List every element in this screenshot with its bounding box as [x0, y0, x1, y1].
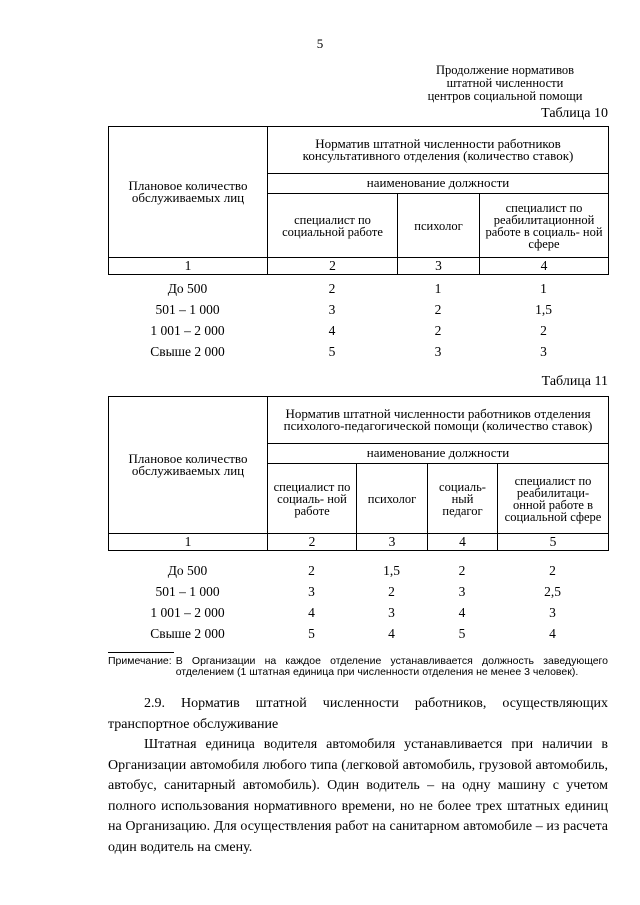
table-cell: 501 – 1 000 [155, 301, 220, 317]
table11-col-number: 3 [357, 534, 428, 551]
table11-col-number: 2 [268, 534, 357, 551]
table-row [108, 320, 608, 341]
table-cell: 3 [308, 583, 315, 599]
page-number: 5 [316, 36, 324, 51]
table-cell: 2 [388, 583, 395, 599]
table-cell: 4 [549, 625, 556, 641]
table-cell: 2 [328, 280, 336, 296]
table10-col-number: 2 [268, 258, 398, 275]
table10-subheader: наименование должности [268, 174, 609, 194]
table10 [108, 126, 609, 275]
table10-position: психолог [398, 194, 480, 258]
table-row [108, 602, 608, 623]
table-cell: 1 [540, 280, 547, 296]
table-cell: 5 [328, 343, 336, 359]
table11-norm-title: Норматив штатной численности работников отделения психолого-педагогической помощи (количество ставок) [268, 397, 609, 444]
table11-col-number: 1 [109, 534, 268, 551]
table-cell: 4 [328, 322, 336, 338]
table11-position: социаль- ный педагог [428, 464, 498, 534]
table-cell: 4 [458, 604, 466, 620]
table-cell: 3 [434, 343, 442, 359]
continuation-line: Продолжение нормативов [435, 63, 575, 77]
note-text: В Организации на каждое отделение устанавливается должность заведующего отделением (1 штатная единица при численности отделения не менее 3 человек). [175, 655, 608, 678]
table-cell: 1,5 [535, 301, 552, 317]
table11-data [108, 560, 608, 644]
table11 [108, 396, 609, 551]
table10-caption: Таблица 10 [541, 106, 608, 121]
table11-caption: Таблица 11 [541, 374, 608, 389]
table-cell: 4 [308, 604, 315, 620]
table-row [108, 341, 608, 362]
table-row [108, 278, 608, 299]
table-cell: 2 [434, 322, 442, 338]
section-body: Штатная единица водителя автомобиля устанавливается при наличии в Организации автомобиля любого типа (легковой автомобиль, грузовой автомобиль, автобус, санитарный автомобиль). Один водитель – на одну машину с учетом полного использования нормативного времени, но не более трех штатных единиц на Организацию. Для осуществления работ на санитарном автомобиле – из расчета один водитель на смену. [108, 737, 608, 855]
table-cell: 501 – 1 000 [155, 583, 220, 599]
continuation-header [400, 64, 610, 103]
table-cell: 1 001 – 2 000 [150, 604, 225, 620]
table-cell: 3 [549, 604, 556, 620]
table-cell: 2 [540, 322, 547, 338]
table-cell: 2 [308, 562, 315, 578]
continuation-line: центров социальной помощи [427, 89, 583, 103]
table-row [108, 623, 608, 644]
table-cell: 3 [388, 604, 395, 620]
table10-position: специалист по реабилитационной работе в социаль- ной сфере [480, 194, 609, 258]
table-row [108, 581, 608, 602]
table10-data [108, 278, 608, 362]
table-cell: 5 [308, 625, 315, 641]
table-cell: 1 [434, 280, 442, 296]
table11-col-number: 4 [428, 534, 498, 551]
table-cell: До 500 [167, 562, 208, 578]
table-cell: 4 [388, 625, 395, 641]
table10-position: специалист по социальной работе [268, 194, 398, 258]
table11-position: психолог [357, 464, 428, 534]
table-row [108, 299, 608, 320]
continuation-line: штатной численности [446, 76, 564, 90]
table-cell: 3 [540, 343, 547, 359]
table-cell: 1,5 [383, 562, 400, 578]
table-cell: 2 [434, 301, 442, 317]
table10-col-number: 3 [398, 258, 480, 275]
note [108, 656, 608, 677]
table-cell: 1 001 – 2 000 [150, 322, 225, 338]
table-cell: 5 [458, 625, 466, 641]
table-cell: Свыше 2 000 [150, 625, 225, 641]
table-cell: До 500 [167, 280, 208, 296]
table11-subheader: наименование должности [268, 444, 609, 464]
table-cell: 2 [549, 562, 556, 578]
table-cell: 2,5 [544, 583, 561, 599]
note-label: Примечание: [108, 655, 172, 667]
table-row [108, 560, 608, 581]
section-heading: 2.9. Норматив штатной численности работников, осуществляющих транспортное обслуживание [108, 696, 608, 732]
table10-row-header: Плановое количество обслуживаемых лиц [109, 127, 268, 258]
table-cell: 3 [458, 583, 466, 599]
table11-position: специалист по реабилитаци- онной работе в социальной сфере [498, 464, 609, 534]
table11-row-header: Плановое количество обслуживаемых лиц [109, 397, 268, 534]
table11-position: специалист по социаль- ной работе [268, 464, 357, 534]
table10-col-number: 4 [480, 258, 609, 275]
table-cell: 2 [458, 562, 466, 578]
table11-col-number: 5 [498, 534, 609, 551]
table-cell: Свыше 2 000 [150, 343, 225, 359]
table10-col-number: 1 [109, 258, 268, 275]
table-cell: 3 [328, 301, 336, 317]
footnote-rule [108, 652, 174, 653]
table10-norm-title: Норматив штатной численности работников консультативного отделения (количество ставок) [268, 127, 609, 174]
